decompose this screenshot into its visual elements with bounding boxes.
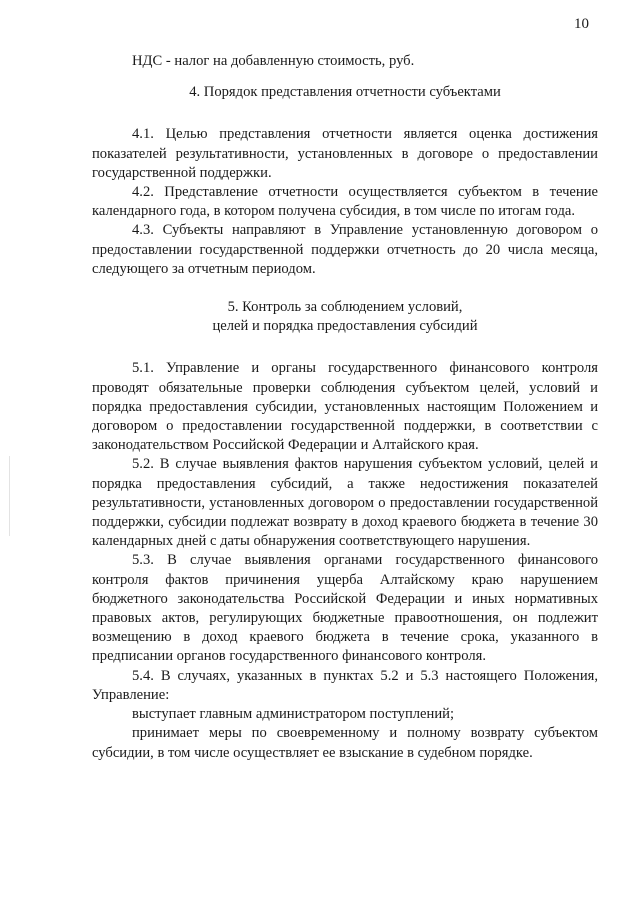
page-number: 10 [574,16,589,32]
paragraph-4-3: 4.3. Субъекты направляют в Управление установленную договором о предоставлении государственной поддержки отчетность до 20 числа месяца, следующего за отчетным периодом. [92,222,598,277]
paragraph-5-4-item-2: принимает меры по своевременному и полному возврату субъектом субсидии, в том числе осуществляет ее взыскание в судебном порядке. [92,725,598,761]
paragraph-5-1: 5.1. Управление и органы государственного финансового контроля проводят обязательные проверки соблюдения субъектом целей, условий и порядка предоставления субсидии, установленных настоящим Положением и договором о предоставлении государственной поддержки, в соответствии с законодательством Российской Федерации и Алтайского края. [92,360,598,454]
section-4-title: 4. Порядок представления отчетности субъектами [189,84,501,101]
paragraph-4-2: 4.2. Представление отчетности осуществляется субъектом в течение календарного года, в котором получена субсидия, в том числе по итогам года. [92,184,598,220]
section-5-title-line-2: целей и порядка предоставления субсидий [212,318,478,335]
paragraph-5-4-item-1: выступает главным администратором поступлений; [132,706,455,723]
section-5-title [92,298,598,336]
paragraph-5-3: 5.3. В случае выявления органами государственного финансового контроля фактов причинения ущерба Алтайскому краю нарушением бюджетного законодательства Российской Федерации и иных нормативных правовых актов, регулирующих бюджетные правоотношения, он подлежит возмещению в доход краевого бюджета в течение срока, указанного в предписании органов государственного финансового контроля. [92,552,598,665]
paragraph-4-1: 4.1. Целью представления отчетности является оценка достижения показателей результативности, установленных в договоре о предоставлении государственной поддержки. [92,126,598,181]
document-body [92,52,598,763]
paragraph-5-2: 5.2. В случае выявления фактов нарушения субъектом условий, целей и порядка предоставления субсидий, а также недостижения показателей результативности, установленных договором о предоставлении государственной поддержки, субсидии подлежат возврату в доход краевого бюджета в течение 30 календарных дней с даты обнаружения соответствующего нарушения. [92,456,598,550]
paragraph-5-4: 5.4. В случаях, указанных в пунктах 5.2 и 5.3 настоящего Положения, Управление: [92,667,598,703]
intro-line: НДС - налог на добавленную стоимость, руб. [132,53,415,69]
scan-artifact [9,456,10,536]
section-5-title-line-1: 5. Контроль за соблюдением условий, [227,299,463,316]
